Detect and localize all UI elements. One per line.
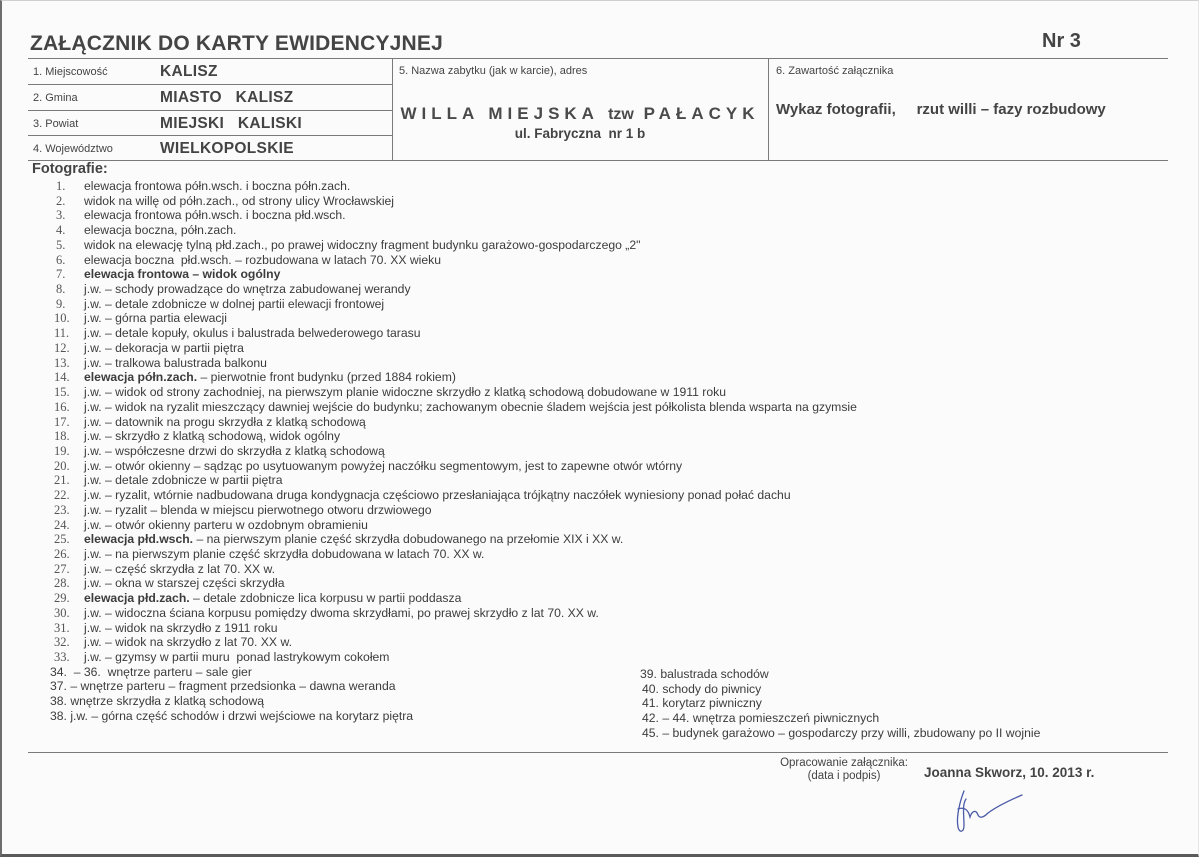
photo-list-item bbox=[32, 253, 857, 268]
author-date: Joanna Skworz, 10. 2013 r. bbox=[924, 765, 1095, 780]
item-text: j.w. – skrzydło z klatką schodową, widok ogólny bbox=[84, 429, 341, 444]
photo-list bbox=[32, 179, 857, 724]
monument-name-part2: tzw bbox=[608, 106, 634, 123]
item-text: – pierwotnie front budynku (przed 1884 rokiem) bbox=[197, 370, 456, 385]
item-text: j.w. – ryzalit – blenda w miejscu pierwotnego otworu drzwiowego bbox=[84, 502, 432, 517]
photo-list-item bbox=[32, 429, 857, 444]
photo-list-item bbox=[32, 356, 857, 371]
item-bold-text: elewacja półn.zach. bbox=[84, 370, 198, 385]
field-value: MIEJSKI KALISKI bbox=[160, 115, 303, 132]
photo-list-item bbox=[32, 208, 857, 223]
photo-list-item bbox=[32, 473, 857, 488]
item-text: j.w. – widok na ryzalit mieszczący dawniej wejście do budynku; zachowanym obecnie śladem wejścia jest półkolista blenda wsparta na gzymsie bbox=[84, 399, 857, 414]
item-number: 28. bbox=[54, 576, 70, 591]
item-number: 26. bbox=[54, 546, 70, 561]
contents-label: 6. Zawartość załącznika bbox=[776, 65, 894, 77]
item-number: 30. bbox=[54, 605, 70, 620]
item-number: 18. bbox=[54, 429, 70, 444]
item-number: 33. bbox=[54, 650, 70, 664]
photo-list-item: 45. – budynek garażowo – gospodarczy przy willi, zbudowany po II wojnie bbox=[642, 725, 1041, 740]
table-row-divider bbox=[28, 135, 392, 136]
footer-divider bbox=[28, 752, 1168, 753]
photo-list-item bbox=[32, 311, 857, 326]
photo-list-item: 37. – wnętrze parteru – fragment przedsionka – dawna weranda bbox=[50, 679, 396, 694]
item-number: 20. bbox=[54, 458, 70, 473]
item-number: 17. bbox=[54, 414, 70, 429]
item-number: 8. bbox=[56, 282, 66, 297]
photo-list-item: 38. j.w. – górna część schodów i drzwi wejściowe na korytarz piętra bbox=[50, 708, 414, 723]
photo-list-item bbox=[32, 444, 857, 459]
field-value: WIELKOPOLSKIE bbox=[160, 140, 294, 157]
item-number: 21. bbox=[54, 473, 70, 488]
item-number: 1. bbox=[56, 179, 66, 193]
document-title: ZAŁĄCZNIK DO KARTY EWIDENCYJNEJ bbox=[30, 32, 444, 55]
photo-list-item bbox=[32, 415, 857, 430]
photo-list-item bbox=[32, 179, 857, 194]
photo-list-item: 40. schody do piwnicy bbox=[642, 681, 762, 696]
item-number: 22. bbox=[54, 488, 70, 503]
item-number: 2. bbox=[56, 193, 66, 208]
photo-list-item: 39. balustrada schodów bbox=[640, 667, 769, 681]
item-text: j.w. – detale zdobnicze w partii piętra bbox=[84, 473, 283, 488]
photo-list-item bbox=[32, 591, 857, 606]
item-text: j.w. – widok od strony zachodniej, na pierwszym planie widoczne skrzydło z klatką schodową dobudowane w 1911 roku bbox=[84, 385, 726, 400]
monument-label: 5. Nazwa zabytku (jak w karcie), adres bbox=[399, 65, 588, 77]
item-text: j.w. – współczesne drzwi do skrzydła z klatką schodową bbox=[84, 443, 385, 458]
photo-list-item bbox=[32, 238, 857, 253]
photo-list-item bbox=[32, 297, 857, 312]
item-text: j.w. – otwór okienny parteru w ozdobnym obramieniu bbox=[84, 517, 368, 532]
item-number: 3. bbox=[56, 208, 66, 223]
monument-name-part1: WILLA MIEJSKA bbox=[400, 104, 599, 123]
field-label: 1. Miejscowość bbox=[33, 66, 108, 78]
photo-list-item bbox=[32, 282, 857, 297]
field-label: 3. Powiat bbox=[33, 118, 79, 130]
photo-list-item bbox=[32, 547, 857, 562]
photo-list-item bbox=[32, 194, 857, 209]
item-number: 11. bbox=[54, 326, 70, 341]
photo-list-item bbox=[32, 370, 857, 385]
item-text: j.w. – okna w starszej części skrzydła bbox=[84, 576, 285, 591]
item-bold-text: elewacja frontowa – widok ogólny bbox=[84, 267, 281, 282]
item-number: 9. bbox=[56, 296, 66, 311]
item-text: j.w. – schody prowadzące do wnętrza zabudowanej werandy bbox=[84, 282, 411, 297]
item-number: 27. bbox=[54, 561, 70, 576]
item-number: 29. bbox=[54, 591, 70, 606]
photo-list-item: 34. – 36. wnętrze parteru – sale gier bbox=[50, 664, 252, 679]
footer-label-line2: (data i podpis) bbox=[807, 770, 881, 782]
signature-icon bbox=[950, 787, 1030, 837]
item-text: widok na elewację tylną płd.zach., po prawej widoczny fragment budynku garażowo-gospodarczego „2" bbox=[84, 237, 641, 252]
item-bold-text: elewacja płd.wsch. bbox=[84, 532, 194, 547]
table-row-divider bbox=[28, 110, 392, 111]
field-value: KALISZ bbox=[160, 63, 218, 80]
item-number: 24. bbox=[54, 517, 70, 532]
photo-list-item bbox=[32, 503, 857, 518]
item-text: j.w. – widoczna ściana korpusu pomiędzy dwoma skrzydłami, po prawej skrzydło z lat 70. XX w. bbox=[84, 605, 599, 620]
item-number: 15. bbox=[54, 385, 70, 400]
footer-label bbox=[780, 757, 908, 783]
item-number: 25. bbox=[54, 532, 70, 547]
table-row-divider bbox=[28, 84, 392, 85]
photo-list-item bbox=[32, 576, 857, 591]
attachment-number: Nr 3 bbox=[1042, 30, 1081, 52]
photo-list-right bbox=[640, 667, 1040, 741]
photo-list-item bbox=[32, 621, 857, 636]
item-number: 5. bbox=[56, 237, 66, 252]
item-text: widok na willę od półn.zach., od strony ulicy Wrocławskiej bbox=[84, 193, 395, 208]
item-text: j.w. – część skrzydła z lat 70. XX w. bbox=[84, 561, 276, 576]
photo-list-item bbox=[32, 341, 857, 356]
monument-address: ul. Fabryczna nr 1 b bbox=[514, 126, 646, 141]
item-text: elewacja boczna płd.wsch. – rozbudowana w latach 70. XX wieku bbox=[84, 252, 442, 267]
item-number: 32. bbox=[54, 635, 70, 650]
photo-list-item bbox=[32, 518, 857, 533]
photo-list-item bbox=[32, 385, 857, 400]
item-text: j.w. – górna partia elewacji bbox=[84, 311, 227, 326]
item-text: – na pierwszym planie część skrzydła dobudowanego na przełomie XIX i XX w. bbox=[193, 532, 624, 547]
item-number: 16. bbox=[54, 399, 70, 414]
monument-name-part3: PAŁACYK bbox=[643, 104, 760, 123]
item-text: j.w. – ryzalit, wtórnie nadbudowana druga kondygnacja częściowo przesłaniająca trójkątny naczółek wyniesiony ponad połać dachu bbox=[84, 488, 791, 503]
monument-name bbox=[392, 104, 768, 124]
photo-list-item bbox=[32, 400, 857, 415]
item-number: 23. bbox=[54, 502, 70, 517]
field-value: MIASTO KALISZ bbox=[160, 89, 294, 106]
photo-list-item bbox=[32, 459, 857, 474]
photo-list-item bbox=[32, 562, 857, 577]
photo-list-item bbox=[32, 532, 857, 547]
item-number: 14. bbox=[54, 370, 70, 385]
table-bottom-line bbox=[28, 160, 1168, 161]
photo-list-item bbox=[32, 326, 857, 341]
item-text: – detale zdobnicze lica korpusu w partii poddasza bbox=[189, 591, 462, 606]
item-text: j.w. – gzymsy w partii muru ponad lastrykowym cokołem bbox=[84, 650, 390, 664]
field-label: 2. Gmina bbox=[33, 92, 78, 104]
item-text: j.w. – datownik na progu skrzydła z klatką schodową bbox=[84, 414, 366, 429]
table-top-line bbox=[28, 58, 1168, 59]
item-text: j.w. – tralkowa balustrada balkonu bbox=[84, 355, 267, 370]
item-number: 4. bbox=[56, 223, 66, 238]
item-number: 6. bbox=[56, 252, 66, 267]
photos-heading: Fotografie: bbox=[32, 161, 108, 177]
photo-list-item: 38. wnętrze skrzydła z klatką schodową bbox=[50, 694, 265, 709]
item-text: j.w. – widok na skrzydło z lat 70. XX w. bbox=[84, 635, 292, 650]
item-number: 7. bbox=[56, 267, 66, 282]
photo-list-item: 41. korytarz piwniczny bbox=[642, 696, 762, 711]
photo-list-item bbox=[32, 267, 857, 282]
item-text: j.w. – detale kopuły, okulus i balustrada belwederowego tarasu bbox=[84, 326, 421, 341]
photo-list-item bbox=[32, 650, 857, 665]
contents-value: Wykaz fotografii, rzut willi – fazy rozbudowy bbox=[776, 101, 1106, 118]
table-col-divider bbox=[768, 58, 769, 160]
item-text: j.w. – dekoracja w partii piętra bbox=[84, 340, 244, 355]
footer-label-line1: Opracowanie załącznika: bbox=[780, 757, 908, 769]
item-text: j.w. – detale zdobnicze w dolnej partii elewacji frontowej bbox=[84, 296, 385, 311]
photo-list-item bbox=[32, 606, 857, 621]
item-number: 10. bbox=[54, 311, 70, 326]
item-text: j.w. – otwór okienny – sądząc po usytuowanym powyżej naczółku segmentowym, jest to zapewne otwór wtórny bbox=[84, 458, 683, 473]
item-number: 12. bbox=[54, 340, 70, 355]
photo-list-item: 42. – 44. wnętrza pomieszczeń piwnicznych bbox=[642, 711, 880, 726]
item-number: 13. bbox=[54, 355, 70, 370]
item-text: elewacja boczna, półn.zach. bbox=[84, 223, 237, 238]
item-bold-text: elewacja płd.zach. bbox=[84, 591, 190, 606]
item-number: 31. bbox=[54, 620, 70, 635]
item-text: elewacja frontowa półn.wsch. i boczna półn.zach. bbox=[84, 179, 351, 193]
photo-list-item bbox=[32, 635, 857, 650]
photo-list-item bbox=[32, 223, 857, 238]
item-text: j.w. – na pierwszym planie część skrzydła dobudowana w latach 70. XX w. bbox=[84, 546, 485, 561]
item-number: 19. bbox=[54, 443, 70, 458]
field-label: 4. Województwo bbox=[33, 143, 113, 155]
item-text: j.w. – widok na skrzydło z 1911 roku bbox=[84, 620, 278, 635]
item-text: elewacja frontowa półn.wsch. i boczna płd.wsch. bbox=[84, 208, 346, 223]
photo-list-item bbox=[32, 488, 857, 503]
